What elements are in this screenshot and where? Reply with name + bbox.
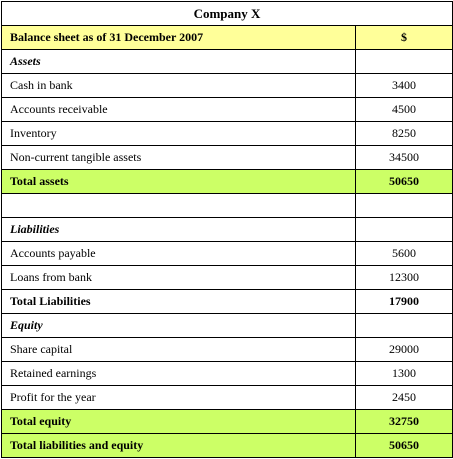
row-label: Inventory (2, 122, 356, 146)
table-row (2, 386, 453, 410)
row-value: 4500 (356, 98, 453, 122)
table-row (2, 74, 453, 98)
total-row (2, 290, 453, 314)
row-value: 32750 (356, 410, 453, 434)
row-label: Loans from bank (2, 266, 356, 290)
row-label: Accounts receivable (2, 98, 356, 122)
row-value: 29000 (356, 338, 453, 362)
row-value (356, 314, 453, 338)
row-value: 34500 (356, 146, 453, 170)
row-value: 8250 (356, 122, 453, 146)
table-row (2, 266, 453, 290)
section-row (2, 218, 453, 242)
table-row (2, 98, 453, 122)
row-label: Non-current tangible assets (2, 146, 356, 170)
section-row (2, 50, 453, 74)
header-label: Balance sheet as of 31 December 2007 (2, 26, 356, 50)
row-label: Assets (2, 50, 356, 74)
row-value (356, 50, 453, 74)
row-label: Liabilities (2, 218, 356, 242)
total-row (2, 410, 453, 434)
header-row (2, 26, 453, 50)
balance-sheet-table (1, 1, 453, 458)
row-value: 50650 (356, 170, 453, 194)
title-row (2, 2, 453, 26)
table-row (2, 362, 453, 386)
row-label: Share capital (2, 338, 356, 362)
total-row (2, 170, 453, 194)
row-label: Retained earnings (2, 362, 356, 386)
row-label: Total Liabilities (2, 290, 356, 314)
row-label: Accounts payable (2, 242, 356, 266)
row-value: 12300 (356, 266, 453, 290)
row-label: Equity (2, 314, 356, 338)
row-label: Total assets (2, 170, 356, 194)
row-value: 5600 (356, 242, 453, 266)
row-label (2, 194, 356, 218)
row-value: 1300 (356, 362, 453, 386)
table-row (2, 122, 453, 146)
row-value: 17900 (356, 290, 453, 314)
row-value: 3400 (356, 74, 453, 98)
row-label: Total liabilities and equity (2, 434, 356, 458)
total-row (2, 434, 453, 458)
row-value (356, 194, 453, 218)
table-row (2, 242, 453, 266)
table-row (2, 338, 453, 362)
table-row (2, 146, 453, 170)
row-label: Cash in bank (2, 74, 356, 98)
company-title: Company X (2, 2, 453, 26)
row-value: 50650 (356, 434, 453, 458)
row-label: Total equity (2, 410, 356, 434)
row-value: 2450 (356, 386, 453, 410)
section-row (2, 314, 453, 338)
row-label: Profit for the year (2, 386, 356, 410)
blank-row (2, 194, 453, 218)
row-value (356, 218, 453, 242)
header-unit: $ (356, 26, 453, 50)
